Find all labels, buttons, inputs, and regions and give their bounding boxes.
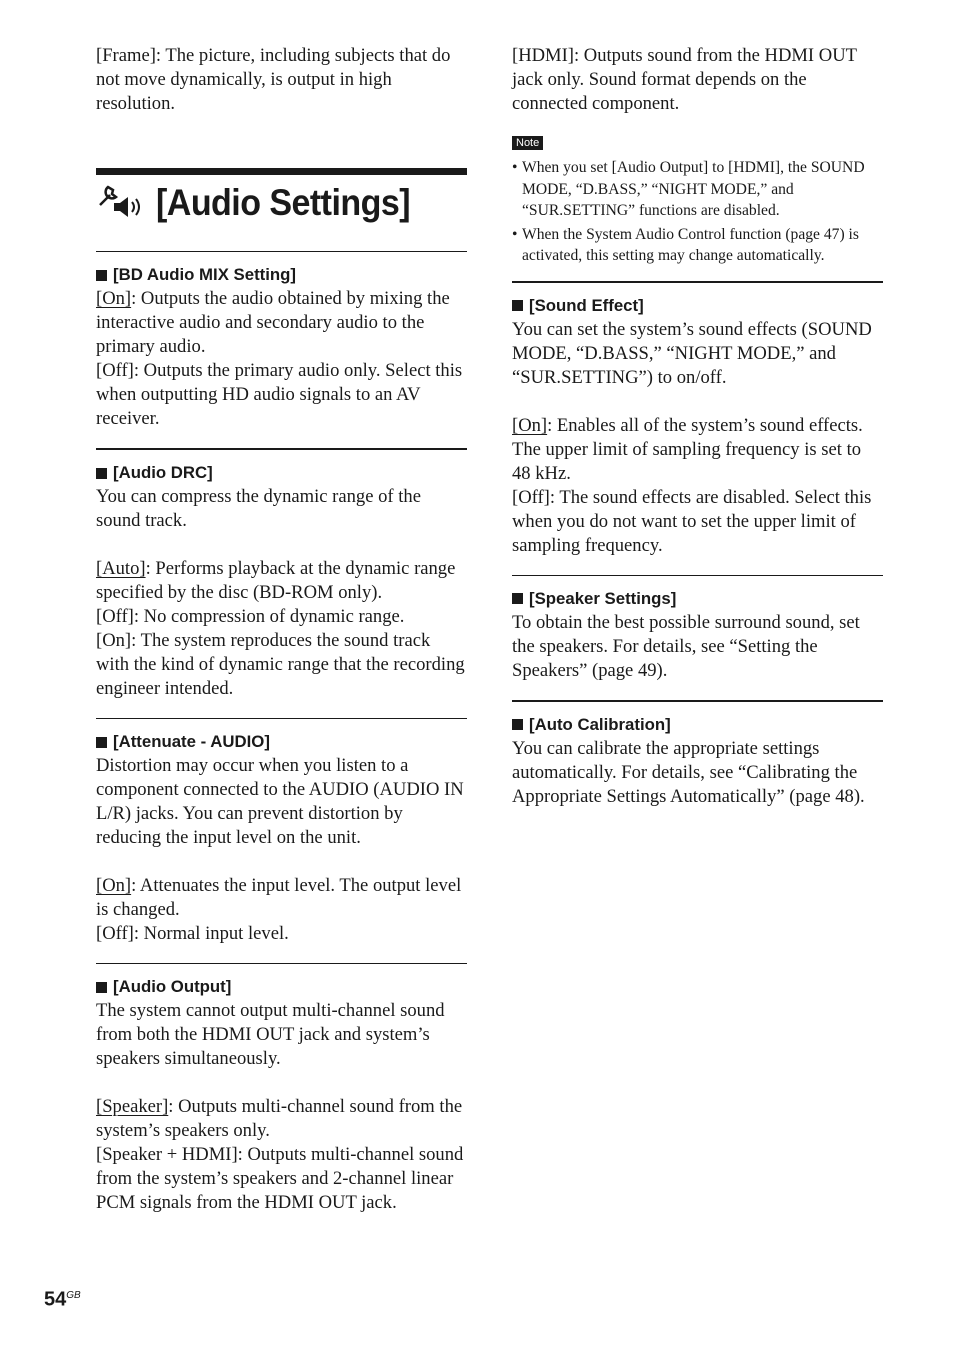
note-list: [512, 157, 883, 267]
black-square-icon: [512, 719, 523, 730]
drc-off-text: [Off]: No compression of dynamic range.: [96, 606, 405, 627]
hdmi-option-text: [HDMI]: Outputs sound from the HDMI OUT jack only. Sound format depends on the connected component.: [512, 45, 857, 114]
section-heading-audio-drc: [Audio DRC]: [96, 461, 467, 485]
black-square-icon: [96, 468, 107, 479]
section-heading-bd-mix: [BD Audio MIX Setting]: [96, 263, 467, 287]
note-item: • When the System Audio Control function (page 47) is activated, this setting may change automatically.: [512, 224, 883, 267]
speaker-settings-text: To obtain the best possible surround sound, set the speakers. For details, see “Setting the Speakers” (page 49).: [512, 611, 860, 681]
bd-mix-off-text: [Off]: Outputs the primary audio only. Select this when outputting HD audio signals to an AV receiver.: [96, 360, 463, 429]
note-badge: Note: [512, 136, 543, 150]
section-title: [96, 175, 467, 231]
black-square-icon: [96, 270, 107, 281]
output-speaker-text: [Speaker]: Outputs multi-channel sound from the system’s speakers only.: [96, 1096, 463, 1141]
section-heading-attenuate: [Attenuate - AUDIO]: [96, 730, 467, 754]
black-square-icon: [512, 300, 523, 311]
drc-intro: You can compress the dynamic range of the sound track.: [96, 486, 421, 531]
page-title: [Audio Settings]: [156, 182, 411, 223]
sound-effect-on-text: [On]: Enables all of the system’s sound effects. The upper limit of sampling frequency is set to 48 kHz.: [512, 414, 863, 484]
sound-effect-intro: You can set the system’s sound effects (SOUND MODE, “D.BASS,” “NIGHT MODE,” and “SUR.SETTING”) to on/off.: [512, 318, 872, 388]
drc-auto-text: [Auto]: Performs playback at the dynamic range specified by the disc (BD-ROM only).: [96, 558, 456, 603]
output-intro: The system cannot output multi-channel sound from both the HDMI OUT jack and system’s speakers simultaneously.: [96, 1000, 445, 1069]
page-number: $54^{GB}$: [44, 1288, 81, 1311]
left-column: [96, 44, 467, 1215]
title-rule: [96, 168, 467, 175]
section-heading-speaker-settings: [Speaker Settings]: [512, 587, 883, 611]
section-heading-auto-calibration: [Auto Calibration]: [512, 713, 883, 737]
bd-mix-on-text: [On]: Outputs the audio obtained by mixing the interactive audio and secondary audio to the primary audio.: [96, 288, 450, 357]
right-column: [512, 44, 883, 809]
attenuate-on-text: [On]: Attenuates the input level. The output level is changed.: [96, 875, 462, 920]
note-item: • When you set [Audio Output] to [HDMI], the SOUND MODE, “D.BASS,” “NIGHT MODE,” and “SUR.SETTING” functions are disabled.: [512, 157, 883, 222]
black-square-icon: [96, 737, 107, 748]
output-speaker-hdmi-text: [Speaker + HDMI]: Outputs multi-channel sound from the system’s speakers and 2-channel linear PCM signals from the HDMI OUT jack.: [96, 1144, 464, 1213]
attenuate-intro: Distortion may occur when you listen to a component connected to the AUDIO (AUDIO IN L/R) jacks. You can prevent distortion by reducing the input level on the unit.: [96, 755, 464, 848]
drc-on-text: [On]: The system reproduces the sound track with the kind of dynamic range that the recording engineer intended.: [96, 630, 465, 699]
sound-effect-off-text: [Off]: The sound effects are disabled. Select this when you do not want to set the upper limit of sampling frequency.: [512, 486, 872, 556]
wrench-speaker-icon: [96, 181, 148, 225]
auto-calibration-text: You can calibrate the appropriate settings automatically. For details, see “Calibrating the Appropriate Settings Automatically” (page 48).: [512, 737, 865, 807]
black-square-icon: [512, 593, 523, 604]
section-heading-sound-effect: [Sound Effect]: [512, 294, 883, 318]
black-square-icon: [96, 982, 107, 993]
attenuate-off-text: [Off]: Normal input level.: [96, 923, 289, 944]
section-heading-audio-output: [Audio Output]: [96, 975, 467, 999]
frame-option-text: [Frame]: The picture, including subjects that do not move dynamically, is output in high resolution.: [96, 45, 451, 114]
